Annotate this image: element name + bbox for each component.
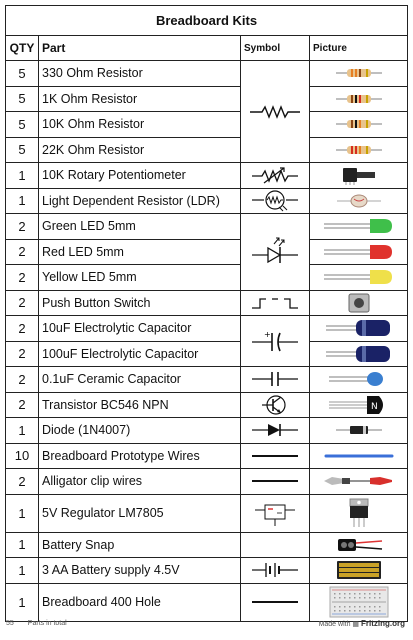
qty-cell: 1: [6, 532, 39, 558]
table-row: [6, 558, 408, 584]
part-cell: Green LED 5mm: [39, 214, 241, 240]
part-cell: Battery Snap: [39, 532, 241, 558]
table-row: [6, 112, 408, 138]
qty-cell: 2: [6, 367, 39, 393]
part-cell: Light Dependent Resistor (LDR): [39, 188, 241, 214]
led-symbol-icon: [241, 214, 310, 291]
table-row: [6, 86, 408, 112]
ceramic-capacitor-picture-icon: [310, 367, 408, 393]
qty-cell: 1: [6, 558, 39, 584]
part-cell: 330 Ohm Resistor: [39, 61, 241, 87]
alligator-clip-picture-icon: [310, 469, 408, 495]
table-row: [6, 214, 408, 240]
push-button-picture-icon: [310, 290, 408, 316]
green-led-picture-icon: [310, 214, 408, 240]
part-cell: 10K Rotary Potentiometer: [39, 163, 241, 189]
electrolytic-capacitor-picture-icon: [310, 341, 408, 367]
table-row: [6, 137, 408, 163]
qty-cell: 2: [6, 316, 39, 342]
resistor-picture-icon: [310, 61, 408, 87]
resistor-picture-icon: [310, 86, 408, 112]
part-cell: Diode (1N4007): [39, 418, 241, 444]
part-cell: Breadboard Prototype Wires: [39, 443, 241, 469]
parts-total-label: Parts in total: [27, 620, 67, 627]
capacitor-symbol-icon: [241, 367, 310, 393]
ldr-picture-icon: [310, 188, 408, 214]
qty-cell: 5: [6, 61, 39, 87]
qty-cell: 2: [6, 290, 39, 316]
part-cell: Alligator clip wires: [39, 469, 241, 495]
part-cell: Transistor BC546 NPN: [39, 392, 241, 418]
battery-holder-picture-icon: [310, 558, 408, 584]
table-row: [6, 188, 408, 214]
part-cell: 0.1uF Ceramic Capacitor: [39, 367, 241, 393]
wire-symbol-icon: [241, 443, 310, 469]
qty-header: QTY: [6, 36, 39, 61]
table-row: [6, 469, 408, 495]
transistor-picture-icon: [310, 392, 408, 418]
table-row: [6, 418, 408, 444]
part-cell: Push Button Switch: [39, 290, 241, 316]
table-row: [6, 341, 408, 367]
parts-table: [5, 5, 408, 622]
resistor-picture-icon: [310, 137, 408, 163]
part-cell: 10K Ohm Resistor: [39, 112, 241, 138]
table-row: [6, 443, 408, 469]
battery-snap-picture-icon: [310, 532, 408, 558]
made-with-credit: [319, 619, 405, 628]
qty-cell: 10: [6, 443, 39, 469]
part-cell: 3 AA Battery supply 4.5V: [39, 558, 241, 584]
brand-label: Fritzing.org: [361, 619, 405, 628]
potentiometer-symbol-icon: [241, 163, 310, 189]
fritzing-logo-icon: ▦: [352, 621, 360, 628]
parts-sheet: [5, 5, 407, 622]
wire-symbol-icon: [241, 469, 310, 495]
diode-picture-icon: [310, 418, 408, 444]
qty-cell: 5: [6, 112, 39, 138]
table-row: [6, 163, 408, 189]
qty-cell: 1: [6, 418, 39, 444]
qty-cell: 2: [6, 469, 39, 495]
resistor-picture-icon: [310, 112, 408, 138]
red-led-picture-icon: [310, 239, 408, 265]
yellow-led-picture-icon: [310, 265, 408, 291]
part-cell: 100uF Electrolytic Capacitor: [39, 341, 241, 367]
table-row: [6, 316, 408, 342]
svg-text:N: N: [370, 401, 378, 412]
table-title: Breadboard Kits: [6, 6, 408, 36]
table-row: [6, 239, 408, 265]
part-cell: Red LED 5mm: [39, 239, 241, 265]
regulator-symbol-icon: [241, 494, 310, 532]
qty-cell: 2: [6, 214, 39, 240]
table-row: [6, 367, 408, 393]
electrolytic-capacitor-picture-icon: [310, 316, 408, 342]
made-with-label: Made with: [318, 621, 351, 628]
part-cell: 10uF Electrolytic Capacitor: [39, 316, 241, 342]
electrolytic-capacitor-symbol-icon: [241, 316, 310, 367]
battery-symbol-icon: [241, 558, 310, 584]
part-cell: Breadboard 400 Hole: [39, 583, 241, 621]
symbol-header: Symbol: [241, 36, 310, 61]
switch-symbol-icon: [241, 290, 310, 316]
picture-header: Picture: [310, 36, 408, 61]
qty-cell: 2: [6, 265, 39, 291]
qty-cell: 2: [6, 341, 39, 367]
qty-cell: 2: [6, 392, 39, 418]
table-row: [6, 392, 408, 418]
qty-cell: 1: [6, 494, 39, 532]
empty-symbol-cell: [241, 532, 310, 558]
qty-cell: 5: [6, 86, 39, 112]
qty-cell: 1: [6, 188, 39, 214]
regulator-picture-icon: [310, 494, 408, 532]
wire-picture-icon: [310, 443, 408, 469]
footer: [0, 614, 413, 634]
diode-symbol-icon: [241, 418, 310, 444]
qty-cell: 2: [6, 239, 39, 265]
table-row: [6, 494, 408, 532]
table-row: [6, 61, 408, 87]
part-cell: 22K Ohm Resistor: [39, 137, 241, 163]
part-cell: Yellow LED 5mm: [39, 265, 241, 291]
part-cell: 5V Regulator LM7805: [39, 494, 241, 532]
part-header: Part: [39, 36, 241, 61]
qty-cell: 1: [6, 163, 39, 189]
table-row: [6, 532, 408, 558]
table-row: [6, 265, 408, 291]
table-row: [6, 290, 408, 316]
parts-total: [6, 620, 81, 627]
qty-cell: 1: [6, 583, 39, 621]
transistor-symbol-icon: [241, 392, 310, 418]
qty-cell: 5: [6, 137, 39, 163]
potentiometer-picture-icon: [310, 163, 408, 189]
ldr-symbol-icon: [241, 188, 310, 214]
resistor-symbol-icon: [241, 61, 310, 163]
parts-total-count: 55: [6, 620, 14, 627]
svg-text:+: +: [264, 330, 271, 339]
part-cell: 1K Ohm Resistor: [39, 86, 241, 112]
